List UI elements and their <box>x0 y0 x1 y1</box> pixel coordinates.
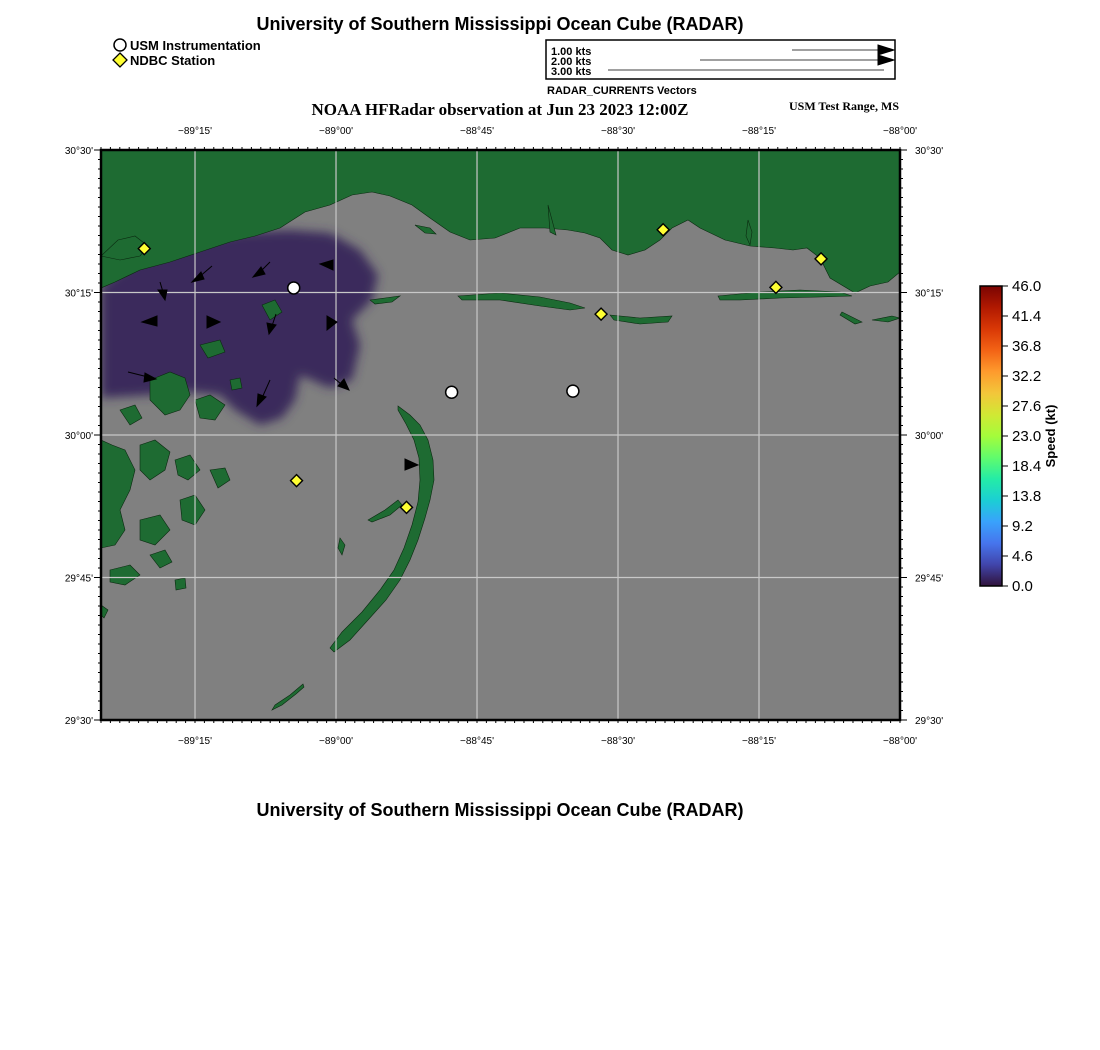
ndbc-station-legend-icon <box>113 53 127 67</box>
usm-instrument-marker <box>446 386 458 398</box>
lat-tick-label-left: 29°30' <box>64 716 93 727</box>
colorbar-tick-label: 27.6 <box>1012 398 1042 415</box>
lat-tick-label-left: 30°15' <box>64 288 93 300</box>
lat-tick-label-left: 29°45' <box>64 573 93 585</box>
bottom-title: University of Southern Mississippi Ocean Cube (RADAR) <box>256 800 744 820</box>
colorbar-tick-label: 18.4 <box>1012 458 1042 475</box>
page-title: University of Southern Mississippi Ocean Cube (RADAR) <box>256 14 744 34</box>
map-subtitle: NOAA HFRadar observation at Jun 23 2023 12:00Z <box>311 100 689 119</box>
symbol-legend <box>113 38 261 68</box>
lon-labels-top <box>178 126 917 137</box>
vector-scale-caption: RADAR_CURRENTS Vectors <box>547 85 697 97</box>
vector-scale-label-3: 3.00 kts <box>551 66 592 78</box>
lon-tick-label-bottom: −88°45' <box>460 736 495 747</box>
usm-instrument-legend-icon <box>114 39 126 51</box>
colorbar-tick-label: 0.0 <box>1012 578 1033 595</box>
region-label: USM Test Range, MS <box>788 99 899 113</box>
colorbar-tick-label: 13.8 <box>1012 488 1042 505</box>
lon-tick-label-top: −88°30' <box>601 126 636 137</box>
colorbar-label: Speed (kt) <box>1043 404 1058 468</box>
lat-tick-label-left: 30°00' <box>64 431 93 442</box>
colorbar-tick-label: 36.8 <box>1012 338 1042 355</box>
lat-tick-label-right: 30°30' <box>915 146 944 157</box>
colorbar-tick-label: 32.2 <box>1012 368 1042 385</box>
lon-labels-bottom <box>178 736 917 747</box>
usm-instrument-marker <box>288 282 300 294</box>
lon-tick-label-top: −88°00' <box>883 126 917 137</box>
map-panel <box>101 150 900 720</box>
colorbar-tick-label: 46.0 <box>1012 278 1042 295</box>
lat-labels-left <box>65 146 93 727</box>
lat-labels-right <box>915 146 943 727</box>
lat-tick-label-right: 29°30' <box>915 716 944 727</box>
lon-tick-label-top: −89°15' <box>178 126 213 137</box>
vector-scale <box>546 40 895 97</box>
lon-tick-label-bottom: −88°30' <box>601 736 636 747</box>
colorbar-ramp <box>980 286 1002 586</box>
colorbar-tick-label: 4.6 <box>1012 548 1033 565</box>
lon-tick-label-bottom: −88°15' <box>742 736 777 747</box>
vector-scale-label-2: 2.00 kts <box>551 56 592 68</box>
speed-colorbar <box>980 278 1058 595</box>
vector-scale-box <box>546 40 895 79</box>
colorbar-tick-label: 41.4 <box>1012 308 1042 325</box>
lon-tick-label-bottom: −89°00' <box>319 736 354 747</box>
lat-tick-label-right: 30°15' <box>915 288 944 300</box>
lat-tick-label-right: 30°00' <box>915 431 944 442</box>
lon-tick-label-bottom: −88°00' <box>883 736 917 747</box>
lat-tick-label-right: 29°45' <box>915 573 944 585</box>
lon-tick-label-bottom: −89°15' <box>178 736 213 747</box>
lon-tick-label-top: −88°15' <box>742 126 777 137</box>
legend-usm-label: USM Instrumentation <box>130 38 261 53</box>
usm-instrument-marker <box>567 385 579 397</box>
lat-tick-label-left: 30°30' <box>64 146 93 157</box>
legend-ndbc-label: NDBC Station <box>130 53 216 68</box>
lon-tick-label-top: −89°00' <box>319 126 354 137</box>
colorbar-ticks <box>1002 278 1041 595</box>
vector-scale-label-1: 1.00 kts <box>551 46 592 58</box>
colorbar-tick-label: 9.2 <box>1012 518 1033 535</box>
lon-tick-label-top: −88°45' <box>460 126 495 137</box>
colorbar-tick-label: 23.0 <box>1012 428 1042 445</box>
